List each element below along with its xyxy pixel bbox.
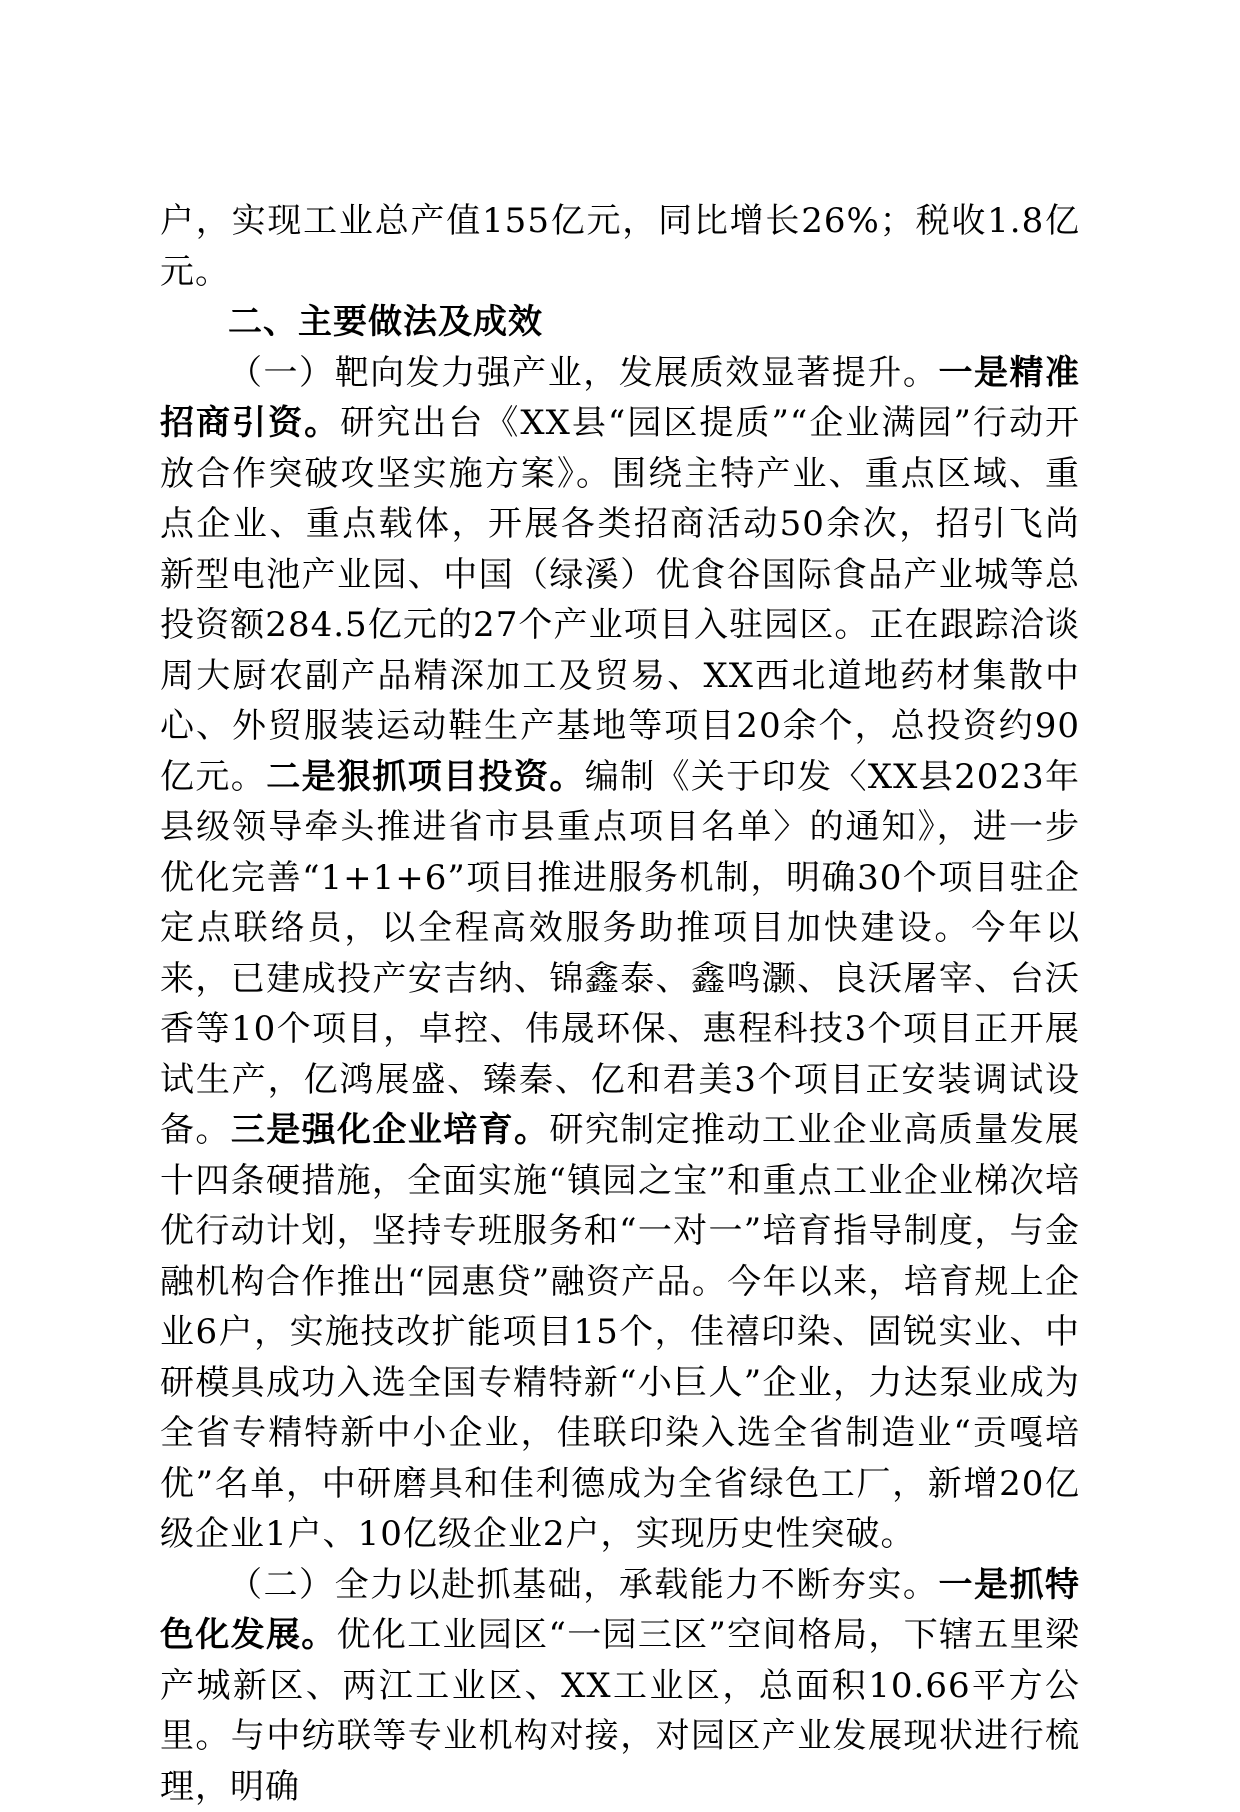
section-1-keyword-3: 三是强化企业培育。 [231,1110,550,1150]
section-2-lead: （二）全力以赴抓基础，承载能力不断夯实。 [228,1565,938,1605]
section-2-keyword-1: 一是抓特色化发展。 [160,1565,1080,1656]
section-1-text-1: 研究出台《XX县“园区提质”“企业满园”行动开放合作突破攻坚实施方案》。围绕主特产业、重点区域、重点企业、重点载体，开展各类招商活动50余次，招引飞尚新型电池产业园、中国（绿溪）优食谷国际食品产业城等总投资额284.5亿元的27个产业项目入驻园区。正在跟踪洽谈周大厨农副产品精深加工及贸易、XX西北道地药材集散中心、外贸服装运动鞋生产基地等项目20余个，总投资约90亿元。 [160,403,1080,797]
section-1-text-3: 研究制定推动工业企业高质量发展十四条硬措施，全面实施“镇园之宝”和重点工业企业梯次培优行动计划，坚持专班服务和“一对一”培育指导制度，与金融机构合作推出“园惠贷”融资产品。今年以来，培育规上企业6户，实施技改扩能项目15个，佳禧印染、固锐实业、中研模具成功入选全国专精特新“小巨人”企业，力达泵业成为全省专精特新中小企业，佳联印染入选全省制造业“贡嘎培优”名单，中研磨具和佳利德成为全省绿色工厂，新增20亿级企业1户、10亿级企业2户，实现历史性突破。 [160,1110,1080,1554]
section-1-keyword-2: 二是狠抓项目投资。 [266,757,585,797]
section-1-text-2: 编制《关于印发〈XX县2023年县级领导牵头推进省市县重点项目名单〉的通知》，进一步优化完善“1+1+6”项目推进服务机制，明确30个项目驻企定点联络员，以全程高效服务助推项目加快建设。今年以来，已建成投产安吉纳、锦鑫泰、鑫鸣灏、良沃屠宰、台沃香等10个项目，卓控、伟晟环保、惠程科技3个项目正开展试生产，亿鸿展盛、臻秦、亿和君美3个项目正安装调试设备。 [160,757,1080,1151]
paragraph-section-1 [160,348,1080,1560]
section-1-keyword-1: 一是精准招商引资。 [160,353,1080,444]
section-2-text-1: 优化工业园区“一园三区”空间格局，下辖五里梁产城新区、两江工业区、XX工业区，总面积10.66平方公里。与中纺联等专业机构对接，对园区产业发展现状进行梳理，明确 [160,1615,1080,1807]
paragraph-section-2 [160,1560,1080,1812]
intro-text: 户，实现工业总产值155亿元，同比增长26%；税收1.8亿元。 [160,201,1080,292]
paragraph-intro [160,196,1080,297]
heading-text: 二、主要做法及成效 [228,302,543,342]
document-page [160,196,1080,1576]
section-heading [160,297,1080,348]
section-1-lead: （一）靶向发力强产业，发展质效显著提升。 [228,353,938,393]
